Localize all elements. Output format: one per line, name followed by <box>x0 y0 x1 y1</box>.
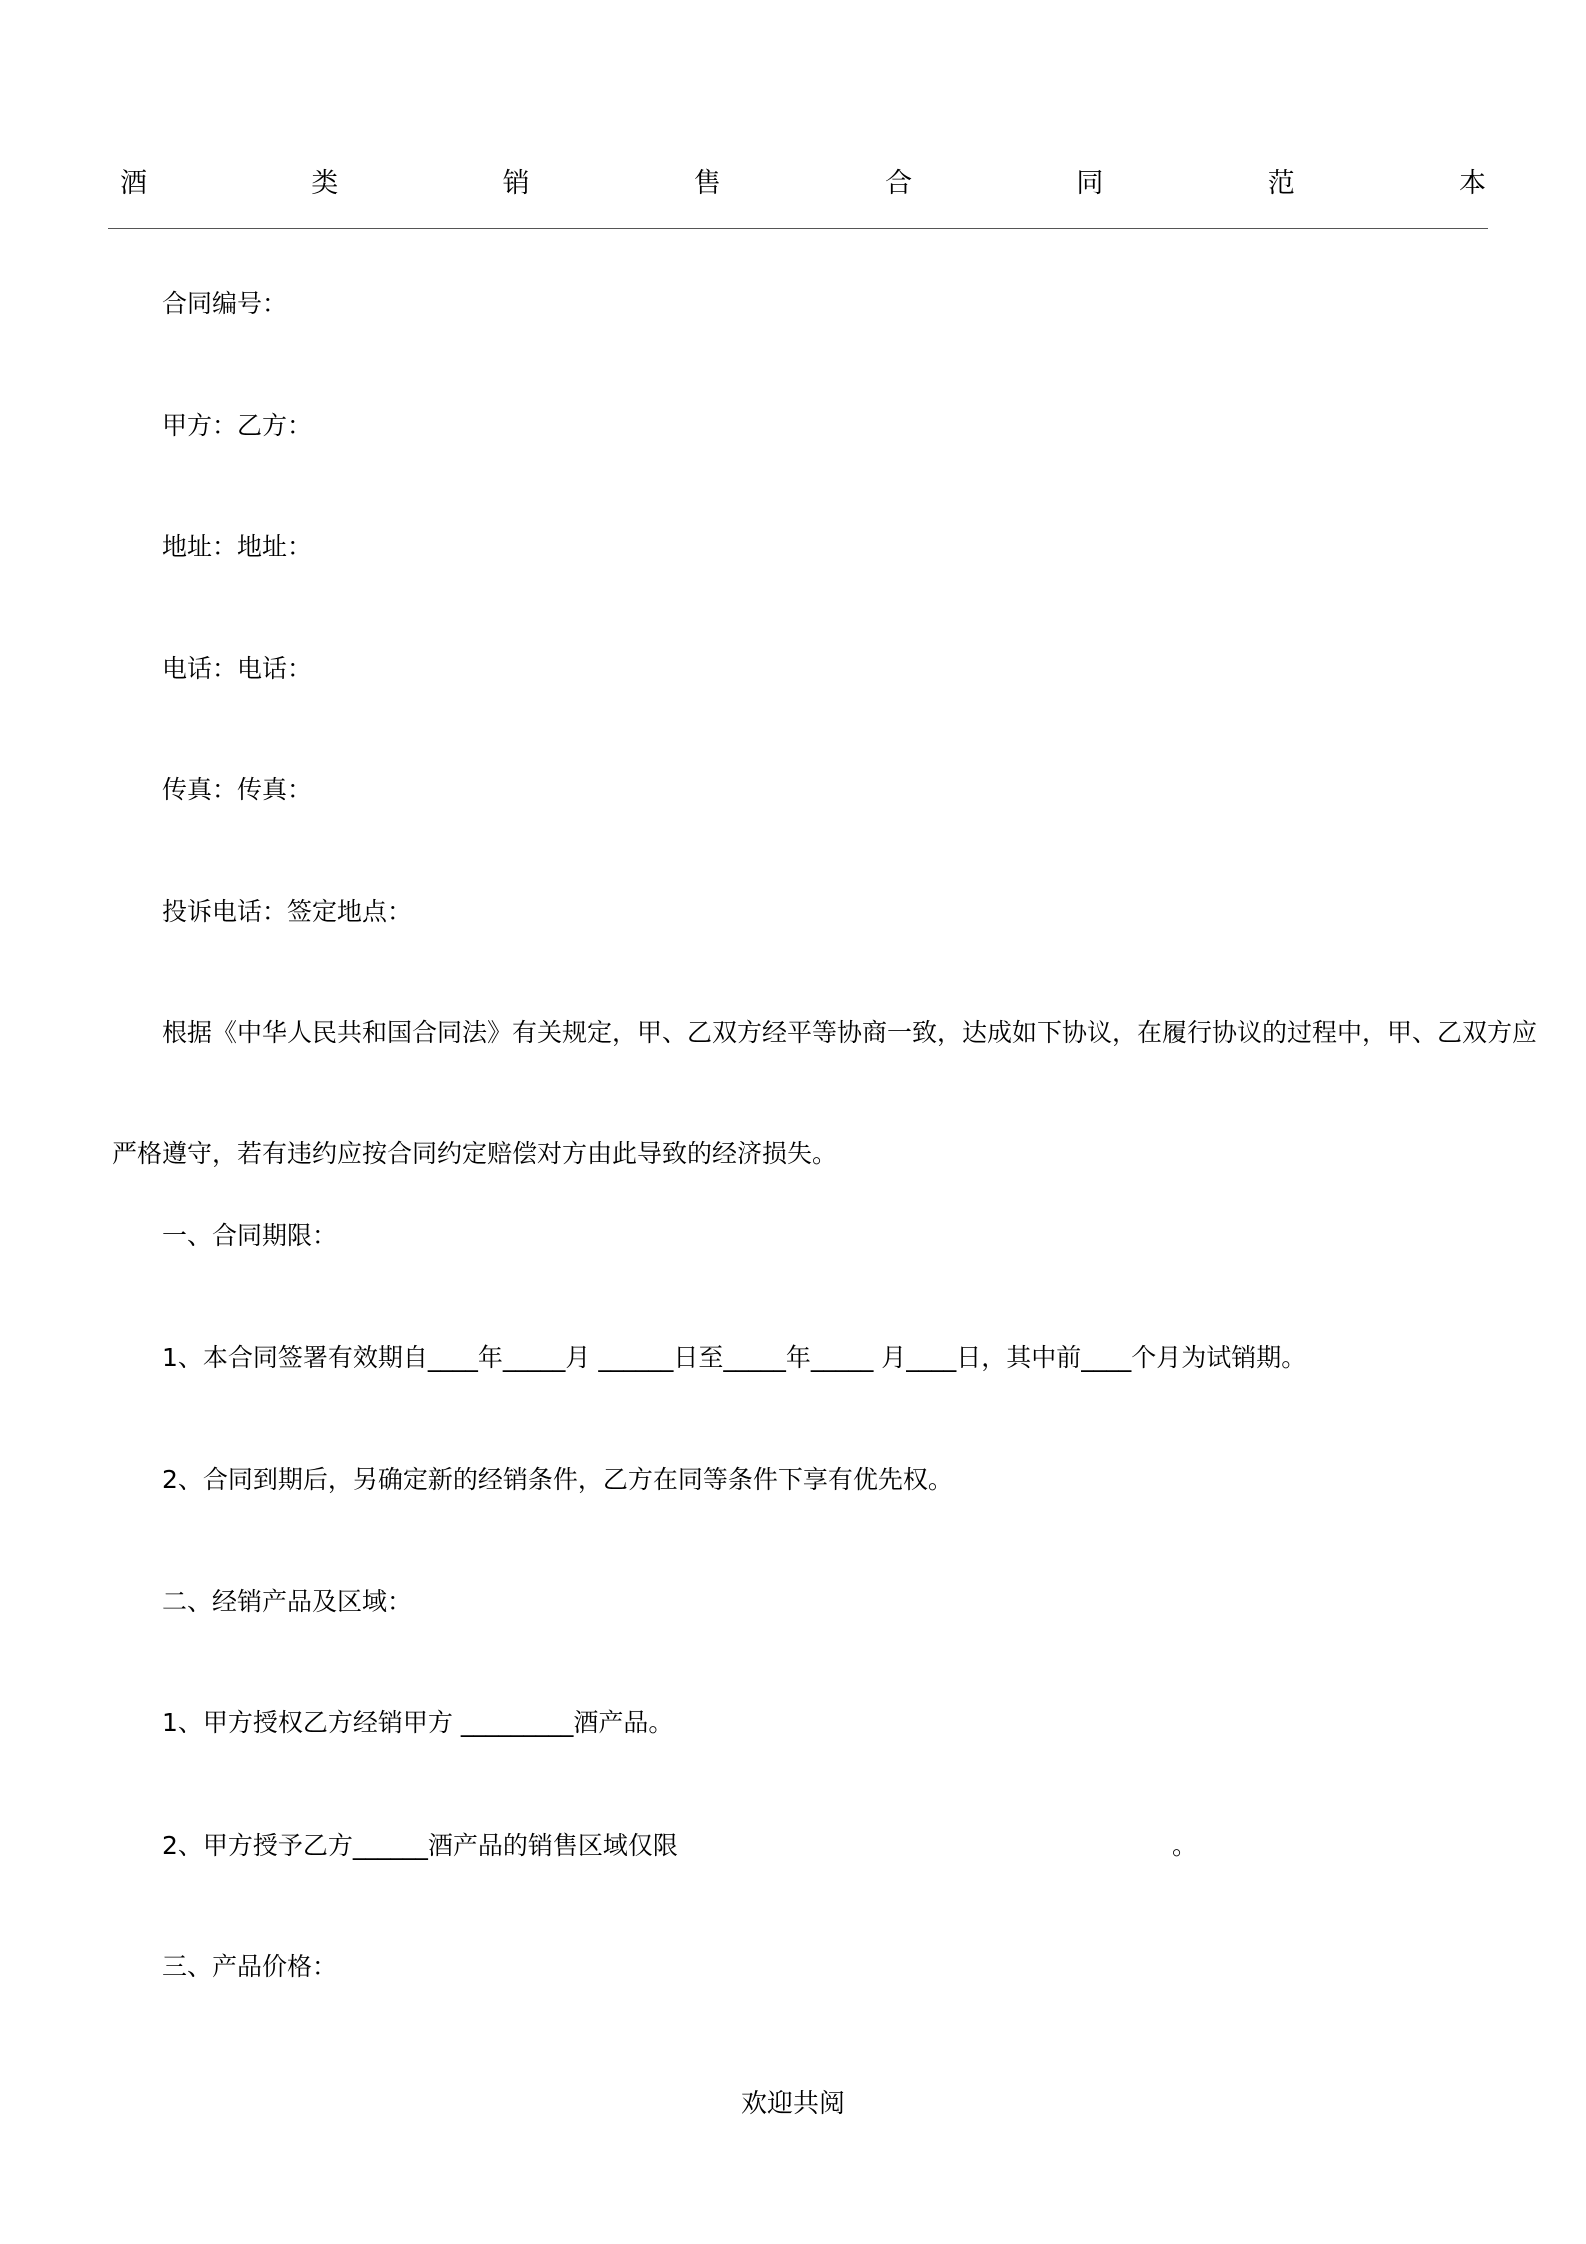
title-char: 售 <box>693 168 721 199</box>
title-char: 酒 <box>120 168 147 199</box>
preamble-line-1: 根据《中华人民共和国合同法》有关规定，甲、乙双方经平等协商一致，达成如下协议，在履行协议的过程中，甲、乙双方应 <box>162 1018 1538 1047</box>
fax-field: 传真：传真： <box>162 775 313 804</box>
preamble-line-2: 严格遵守，若有违约应按合同约定赔偿对方由此导致的经济损失。 <box>112 1139 838 1168</box>
title-char: 销 <box>502 168 530 199</box>
address-field: 地址：地址： <box>162 532 313 561</box>
product-item-2: 2、甲方授予乙方______酒产品的销售区域仅限 <box>162 1831 678 1860</box>
party-field: 甲方：乙方： <box>162 411 313 440</box>
title-char: 合 <box>885 168 913 199</box>
section-heading: 三、产品价格： <box>162 1952 338 1981</box>
phone-field: 电话：电话： <box>162 654 313 683</box>
section-heading: 一、合同期限： <box>162 1221 338 1250</box>
title-char: 同 <box>1076 168 1104 199</box>
page-footer: 欢迎共阅 <box>740 2089 845 2119</box>
product-item-1: 1、甲方授权乙方经销甲方 _________酒产品。 <box>162 1708 674 1737</box>
product-item-2-end: 。 <box>1172 1831 1198 1860</box>
title-char: 范 <box>1267 168 1295 199</box>
term-item-2: 2、合同到期后，另确定新的经销条件，乙方在同等条件下享有优先权。 <box>162 1465 953 1494</box>
section-heading: 二、经销产品及区域： <box>162 1587 413 1616</box>
contract-number-field: 合同编号： <box>162 289 288 318</box>
title-char: 本 <box>1458 168 1486 199</box>
term-item-1: 1、本合同签署有效期自____年_____月 ______日至_____年_____ 月____日，其中前____个月为试销期。 <box>162 1343 1307 1372</box>
title-divider <box>108 228 1488 229</box>
preamble-paragraph <box>112 1015 1538 1172</box>
title-char: 类 <box>311 168 339 199</box>
complaint-field: 投诉电话：签定地点： <box>162 897 413 926</box>
document-title <box>120 164 1486 204</box>
